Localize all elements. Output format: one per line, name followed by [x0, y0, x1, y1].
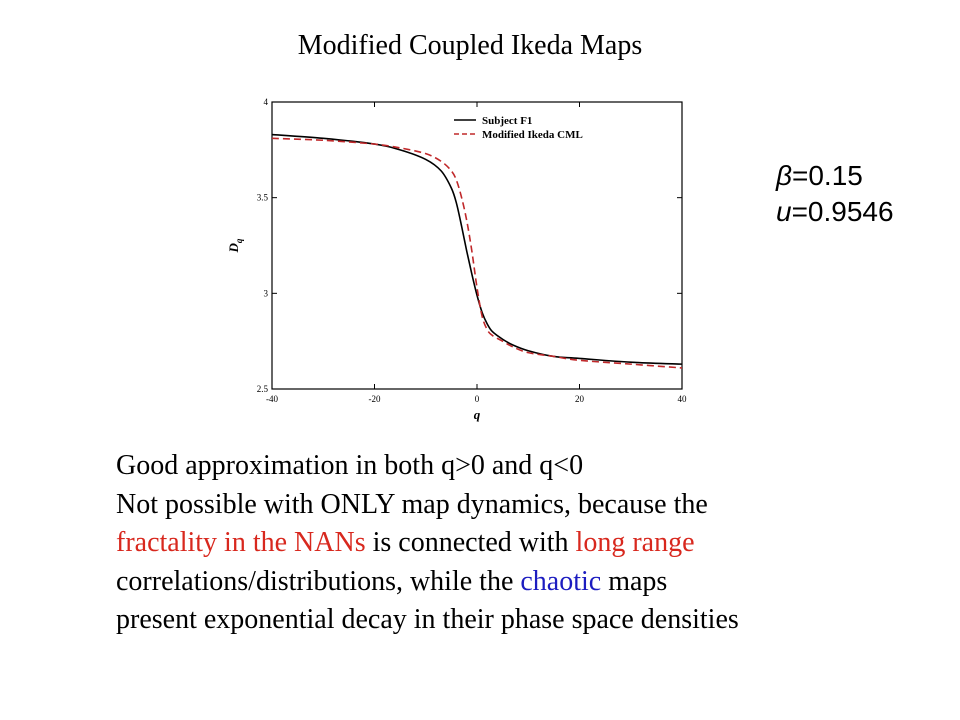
text-line-2: Not possible with ONLY map dynamics, because the [116, 488, 708, 520]
y-tick-label: 3 [263, 288, 268, 299]
parameters-block [776, 158, 894, 230]
plot-frame [272, 102, 682, 389]
y-axis-label: $D_q$ [226, 238, 244, 253]
text-line-4-start: correlations/distributions, while the [116, 565, 521, 597]
x-tick-label: 20 [575, 394, 584, 404]
series-line-0 [272, 135, 682, 365]
x-tick-label: -20 [368, 394, 381, 404]
param-beta-symbol: β [776, 160, 792, 191]
y-tick-label: 4 [263, 97, 268, 107]
param-u-symbol: u [776, 196, 792, 227]
x-tick-label: -40 [266, 394, 278, 404]
legend-label-1: Modified Ikeda CML [482, 129, 583, 141]
dq-chart [200, 88, 700, 428]
body-text [116, 447, 916, 640]
slide-title: Modified Coupled Ikeda Maps [297, 30, 643, 61]
param-u-value: =0.9546 [791, 196, 894, 227]
highlight-long-range: long range [575, 527, 695, 558]
x-tick-label: 0 [474, 394, 480, 404]
x-axis-label: q [473, 407, 481, 422]
highlight-fractality: fractality in the NANs [116, 527, 366, 558]
text-line-3-mid: is connected with [365, 527, 576, 558]
text-line-4-end: maps [601, 565, 668, 597]
param-beta-value: =0.15 [792, 160, 863, 191]
y-tick-label: 2.5 [256, 384, 268, 394]
series-line-1 [272, 138, 682, 368]
text-line-1: Good approximation in both q>0 and q<0 [116, 450, 584, 481]
param-beta [776, 158, 894, 194]
y-tick-label: 3.5 [256, 192, 268, 203]
legend-label-0: Subject F1 [482, 115, 533, 127]
chart-legend [454, 115, 583, 141]
highlight-chaotic: chaotic [520, 565, 602, 597]
text-line-3 [116, 524, 916, 563]
text-line-4 [116, 563, 916, 602]
param-u [776, 194, 894, 230]
text-line-5: present exponential decay in their phase space densities [116, 604, 739, 635]
x-tick-label: 40 [677, 394, 687, 404]
